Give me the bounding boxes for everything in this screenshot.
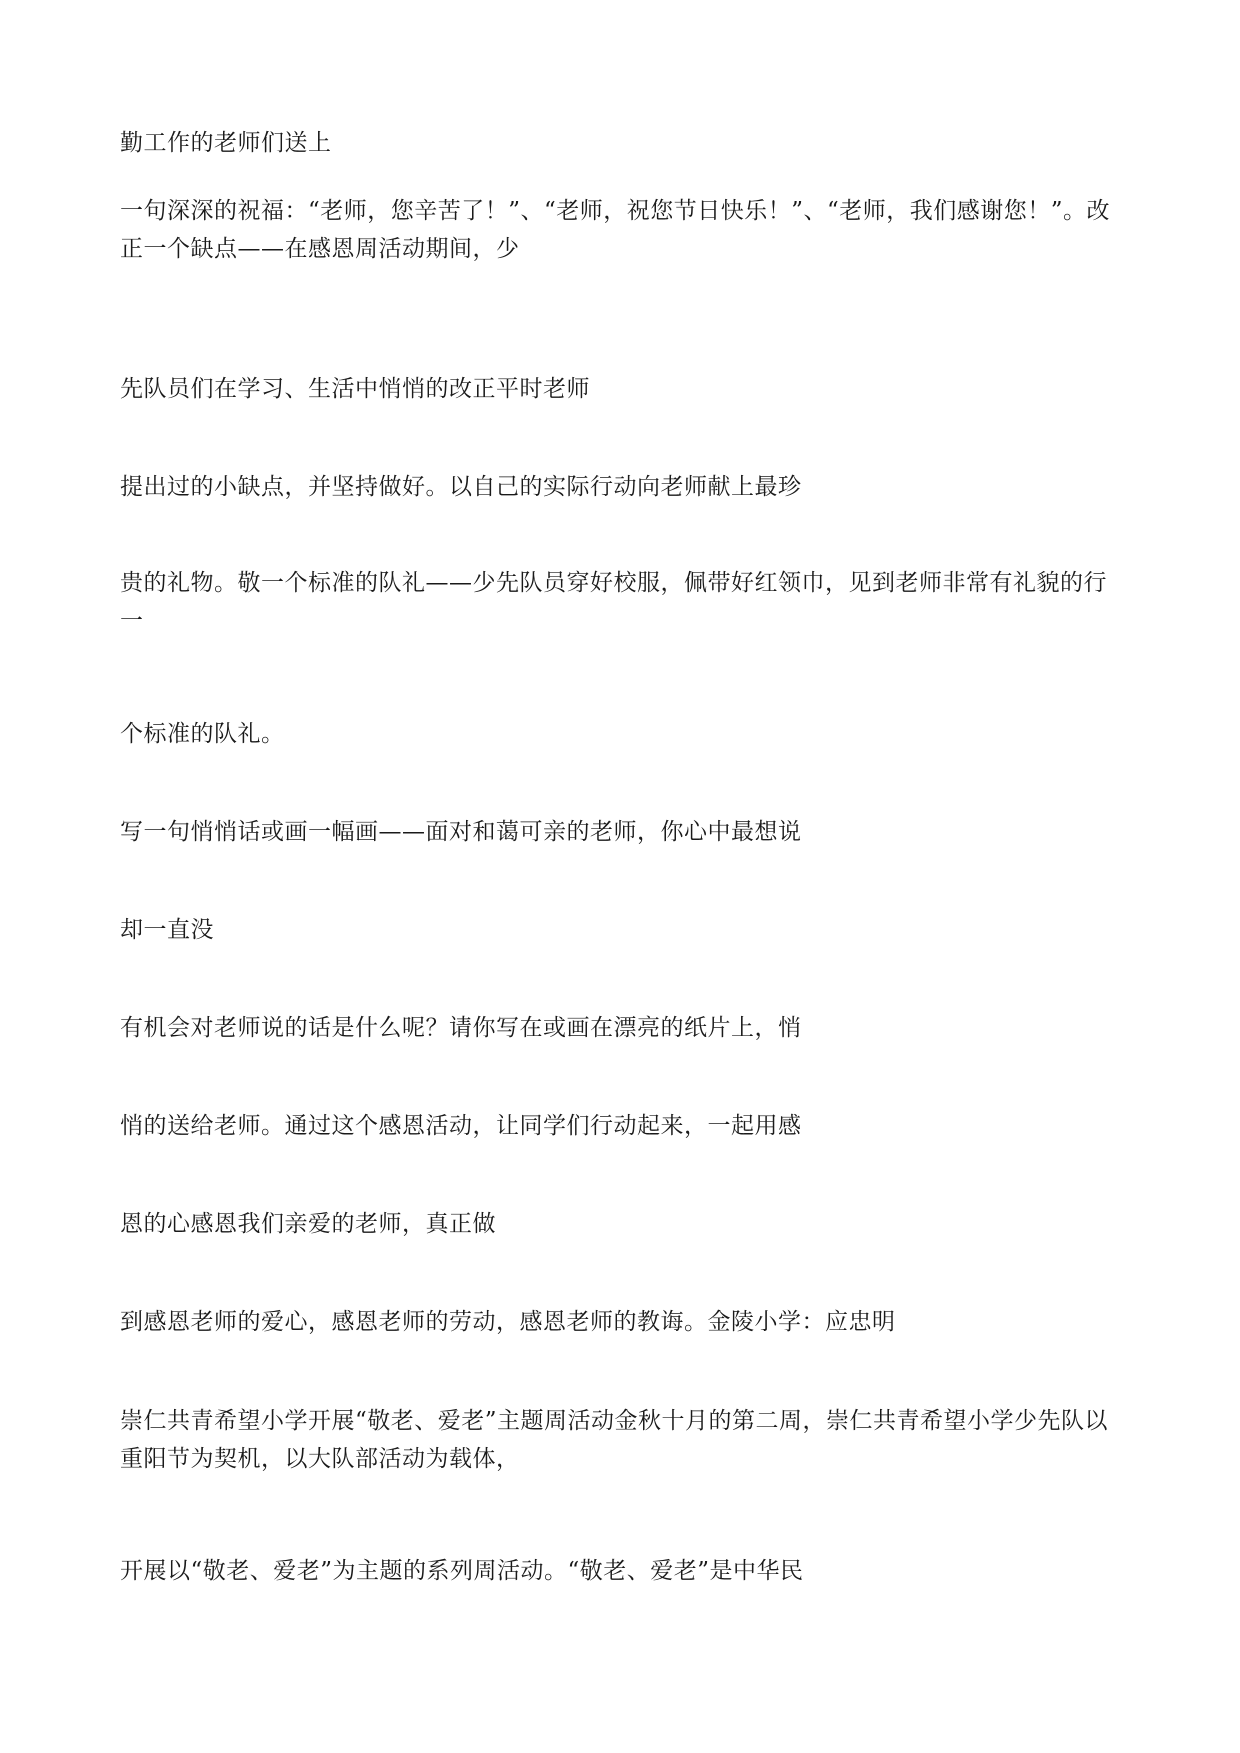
paragraph: 贵的礼物。敬一个标准的队礼——少先队员穿好校服，佩带好红领巾，见到老师非常有礼貌的行一 [120, 570, 1107, 634]
paragraph: 有机会对老师说的话是什么呢？请你写在或画在漂亮的纸片上，悄 [120, 1015, 802, 1041]
paragraph: 悄的送给老师。通过这个感恩活动，让同学们行动起来，一起用感 [120, 1113, 802, 1139]
paragraph: 一句深深的祝福：“老师，您辛苦了！”、“老师，祝您节日快乐！”、“老师，我们感谢您！”。改正一个缺点——在感恩周活动期间，少 [120, 198, 1111, 262]
paragraph-with-author: 到感恩老师的爱心，感恩老师的劳动，感恩老师的教诲。金陵小学：应忠明 [120, 1309, 896, 1335]
paragraph: 恩的心感恩我们亲爱的老师，真正做 [120, 1211, 496, 1237]
paragraph: 却一直没 [120, 917, 214, 943]
paragraph: 先队员们在学习、生活中悄悄的改正平时老师 [120, 376, 590, 402]
paragraph: 个标准的队礼。 [120, 721, 285, 747]
paragraph-heading-intro: 崇仁共青希望小学开展“敬老、爱老”主题周活动金秋十月的第二周，崇仁共青希望小学少先队以重阳节为契机，以大队部活动为载体， [120, 1408, 1109, 1472]
paragraph: 写一句悄悄话或画一幅画——面对和蔼可亲的老师，你心中最想说 [120, 819, 802, 845]
paragraph: 勤工作的老师们送上 [120, 130, 332, 156]
paragraph: 提出过的小缺点，并坚持做好。以自己的实际行动向老师献上最珍 [120, 474, 802, 500]
paragraph: 开展以“敬老、爱老”为主题的系列周活动。“敬老、爱老”是中华民 [120, 1558, 804, 1584]
